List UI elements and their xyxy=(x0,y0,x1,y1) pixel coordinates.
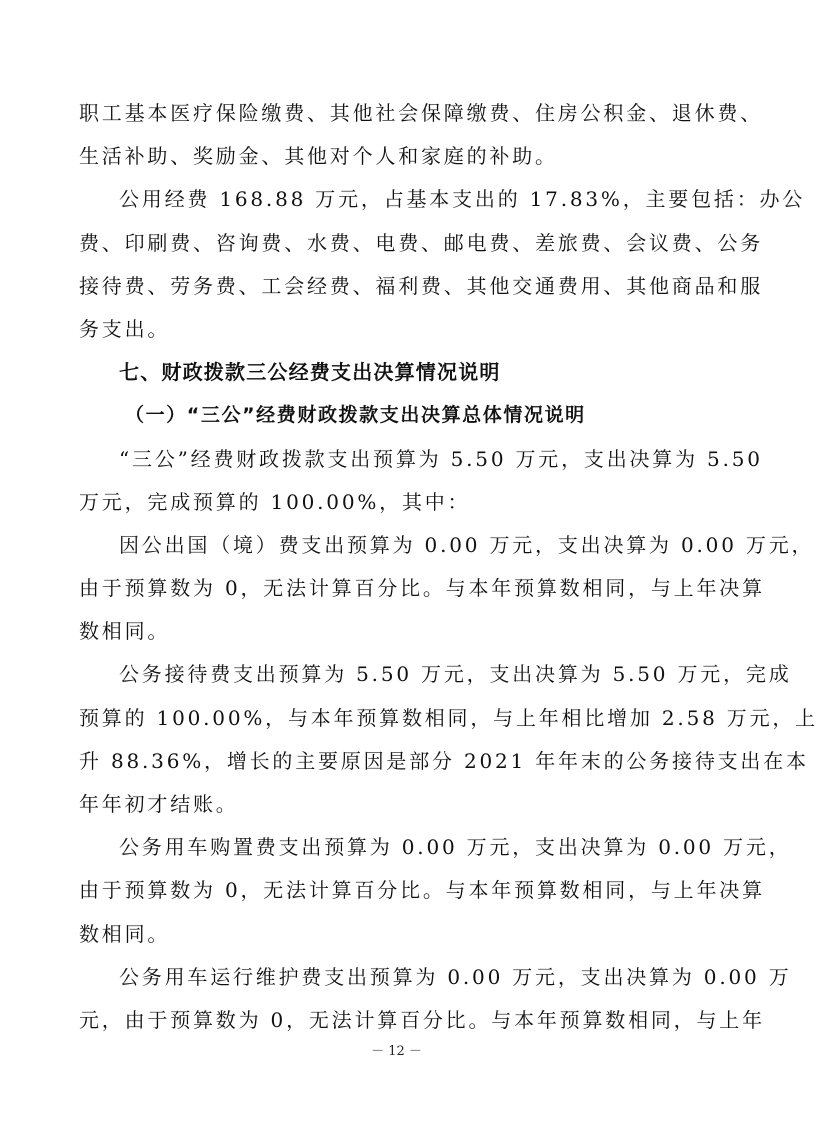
text-line: 万元，完成预算的 100.00%，其中： xyxy=(79,489,471,514)
text-line: 费、印刷费、咨询费、水费、电费、邮电费、差旅费、会议费、公务 xyxy=(79,230,763,255)
paragraph-three-public-total xyxy=(79,438,763,524)
page-number: － 12 － xyxy=(371,1044,422,1059)
paragraph-vehicle-purchase xyxy=(79,826,792,956)
paragraph-public-expenses xyxy=(79,178,806,351)
text-line: 职工基本医疗保险缴费、其他社会保障缴费、住房公积金、退休费、 xyxy=(79,101,763,125)
text-line: 年年初才结账。 xyxy=(79,792,239,816)
subsection-heading: （一）“三公”经费财政拨款支出决算总体情况说明 xyxy=(125,404,586,427)
text-line: 升 88.36%，增长的主要原因是部分 2021 年年末的公务接待支出在本 xyxy=(79,748,809,773)
paragraph-overseas-travel xyxy=(79,524,815,654)
text-line: 由于预算数为 0，无法计算百分比。与本年预算数相同，与上年决算 xyxy=(79,576,765,601)
text-line: 公务用车运行维护费支出预算为 0.00 万元，支出决算为 0.00 万 xyxy=(119,964,792,989)
text-line: 接待费、劳务费、工会经费、福利费、其他交通费用、其他商品和服 xyxy=(79,273,763,298)
text-line: 公用经费 168.88 万元，占基本支出的 17.83%，主要包括：办公 xyxy=(119,187,806,212)
text-line: 公务接待费支出预算为 5.50 万元，支出决算为 5.50 万元，完成 xyxy=(119,662,792,687)
text-line: 数相同。 xyxy=(79,921,171,946)
text-line: 务支出。 xyxy=(79,316,171,341)
text-line: 元，由于预算数为 0，无法计算百分比。与本年预算数相同，与上年 xyxy=(79,1007,765,1032)
text-line: 数相同。 xyxy=(79,619,171,644)
text-line: 由于预算数为 0，无法计算百分比。与本年预算数相同，与上年决算 xyxy=(79,878,765,903)
text-line: 生活补助、奖励金、其他对个人和家庭的补助。 xyxy=(79,144,558,169)
text-line: 预算的 100.00%，与本年预算数相同，与上年相比增加 2.58 万元，上 xyxy=(79,705,818,730)
paragraph-official-reception xyxy=(79,653,818,826)
text-line: 因公出国（境）费支出预算为 0.00 万元，支出决算为 0.00 万元， xyxy=(119,532,815,557)
text-line: 公务用车购置费支出预算为 0.00 万元，支出决算为 0.00 万元， xyxy=(119,835,792,860)
paragraph-personnel-items xyxy=(79,92,763,178)
document-body xyxy=(79,92,818,1042)
text-line: “三公”经费财政拨款支出预算为 5.50 万元，支出决算为 5.50 xyxy=(119,446,763,471)
section-heading: 七、财政拨款三公经费支出决算情况说明 xyxy=(119,360,501,385)
paragraph-vehicle-operation xyxy=(79,956,792,1042)
